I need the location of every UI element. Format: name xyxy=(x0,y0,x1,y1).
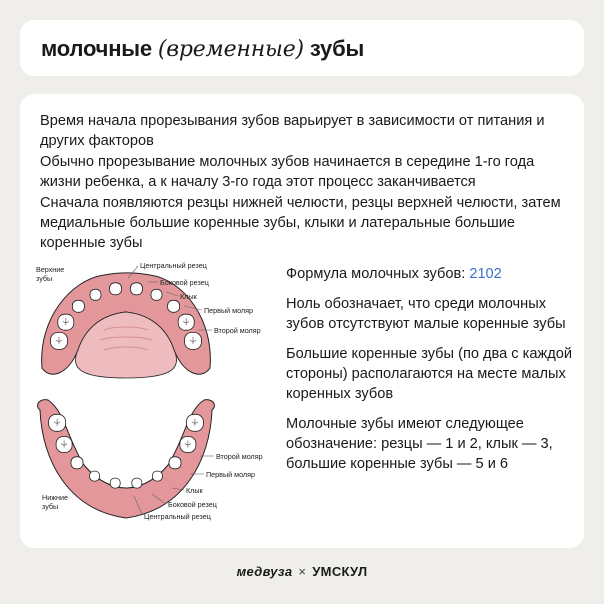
intro-paragraph: Сначала появляются резцы нижней челюсти, резцы верхней челюсти, затем медиальные большие коренные зубы, клыки и латеральные большие коренные зубы xyxy=(40,194,561,252)
title-italic: (временные) xyxy=(157,37,304,62)
lower-tooth xyxy=(110,478,120,488)
upper-title xyxy=(36,265,66,283)
upper-tooth xyxy=(168,300,180,312)
upper-title-text: Верхние xyxy=(36,265,65,274)
upper-tooth xyxy=(110,283,122,295)
label-first-molar-lower: Первый моляр xyxy=(206,470,256,479)
jaw-illustration xyxy=(34,260,280,542)
label-second-molar-upper: Второй моляр xyxy=(214,326,261,335)
title-tail: зубы xyxy=(309,36,365,61)
content-card xyxy=(20,94,584,548)
facts-column xyxy=(286,264,576,484)
upper-jaw xyxy=(42,273,211,378)
lower-title-text: зубы xyxy=(42,502,59,511)
title-main: молочные xyxy=(41,36,152,61)
upper-title-text: зубы xyxy=(36,274,53,283)
label-lateral-incisor-lower: Боковой резец xyxy=(168,500,217,509)
lower-tooth xyxy=(169,457,181,469)
formula-label: Формула молочных зубов: xyxy=(286,266,466,282)
intro-paragraph: Время начала прорезывания зубов варьирует в зависимости от питания и других факторов xyxy=(40,113,545,150)
brand-umskul: УМСКУЛ xyxy=(312,564,368,579)
page-title xyxy=(41,36,364,62)
upper-tooth xyxy=(131,283,143,295)
lower-tooth xyxy=(132,478,142,488)
label-canine-upper: Клык xyxy=(180,292,197,301)
intro-text xyxy=(40,111,570,254)
fact-paragraph: Большие коренные зубы (по два с каждой стороны) располагаются на месте малых коренных зубов xyxy=(286,346,573,402)
label-lateral-incisor-upper: Боковой резец xyxy=(160,278,209,287)
lower-title-text: Нижние xyxy=(42,493,68,502)
brand-separator: × xyxy=(298,564,307,579)
formula-value: 2102 xyxy=(469,266,502,282)
label-first-molar-upper: Первый моляр xyxy=(204,306,254,315)
upper-tooth xyxy=(72,300,84,312)
label-central-incisor-upper: Центральный резец xyxy=(140,261,207,270)
label-central-incisor-lower: Центральный резец xyxy=(144,512,211,521)
intro-paragraph: Обычно прорезывание молочных зубов начинается в середине 1-го года жизни ребенка, а к началу 3-го года этот процесс заканчивается xyxy=(40,153,535,191)
upper-tooth xyxy=(151,289,162,300)
lower-title xyxy=(42,493,68,511)
lower-tooth xyxy=(90,471,100,481)
lower-tooth xyxy=(71,457,83,469)
brand-medvuza: медвуза xyxy=(236,564,293,579)
teeth-diagram xyxy=(34,260,280,542)
fact-paragraph: Ноль обозначает, что среди молочных зубов отсутствуют малые коренные зубы xyxy=(286,296,566,332)
label-second-molar-lower: Второй моляр xyxy=(216,452,263,461)
upper-tooth xyxy=(90,289,101,300)
lower-tooth xyxy=(152,471,162,481)
formula-line xyxy=(286,264,576,284)
fact-paragraph: Молочные зубы имеют следующее обозначение: резцы — 1 и 2, клык — 3, большие коренные зубы — 5 и 6 xyxy=(286,416,553,472)
title-card xyxy=(20,20,584,76)
footer-brands xyxy=(0,564,604,579)
label-canine-lower: Клык xyxy=(186,486,203,495)
